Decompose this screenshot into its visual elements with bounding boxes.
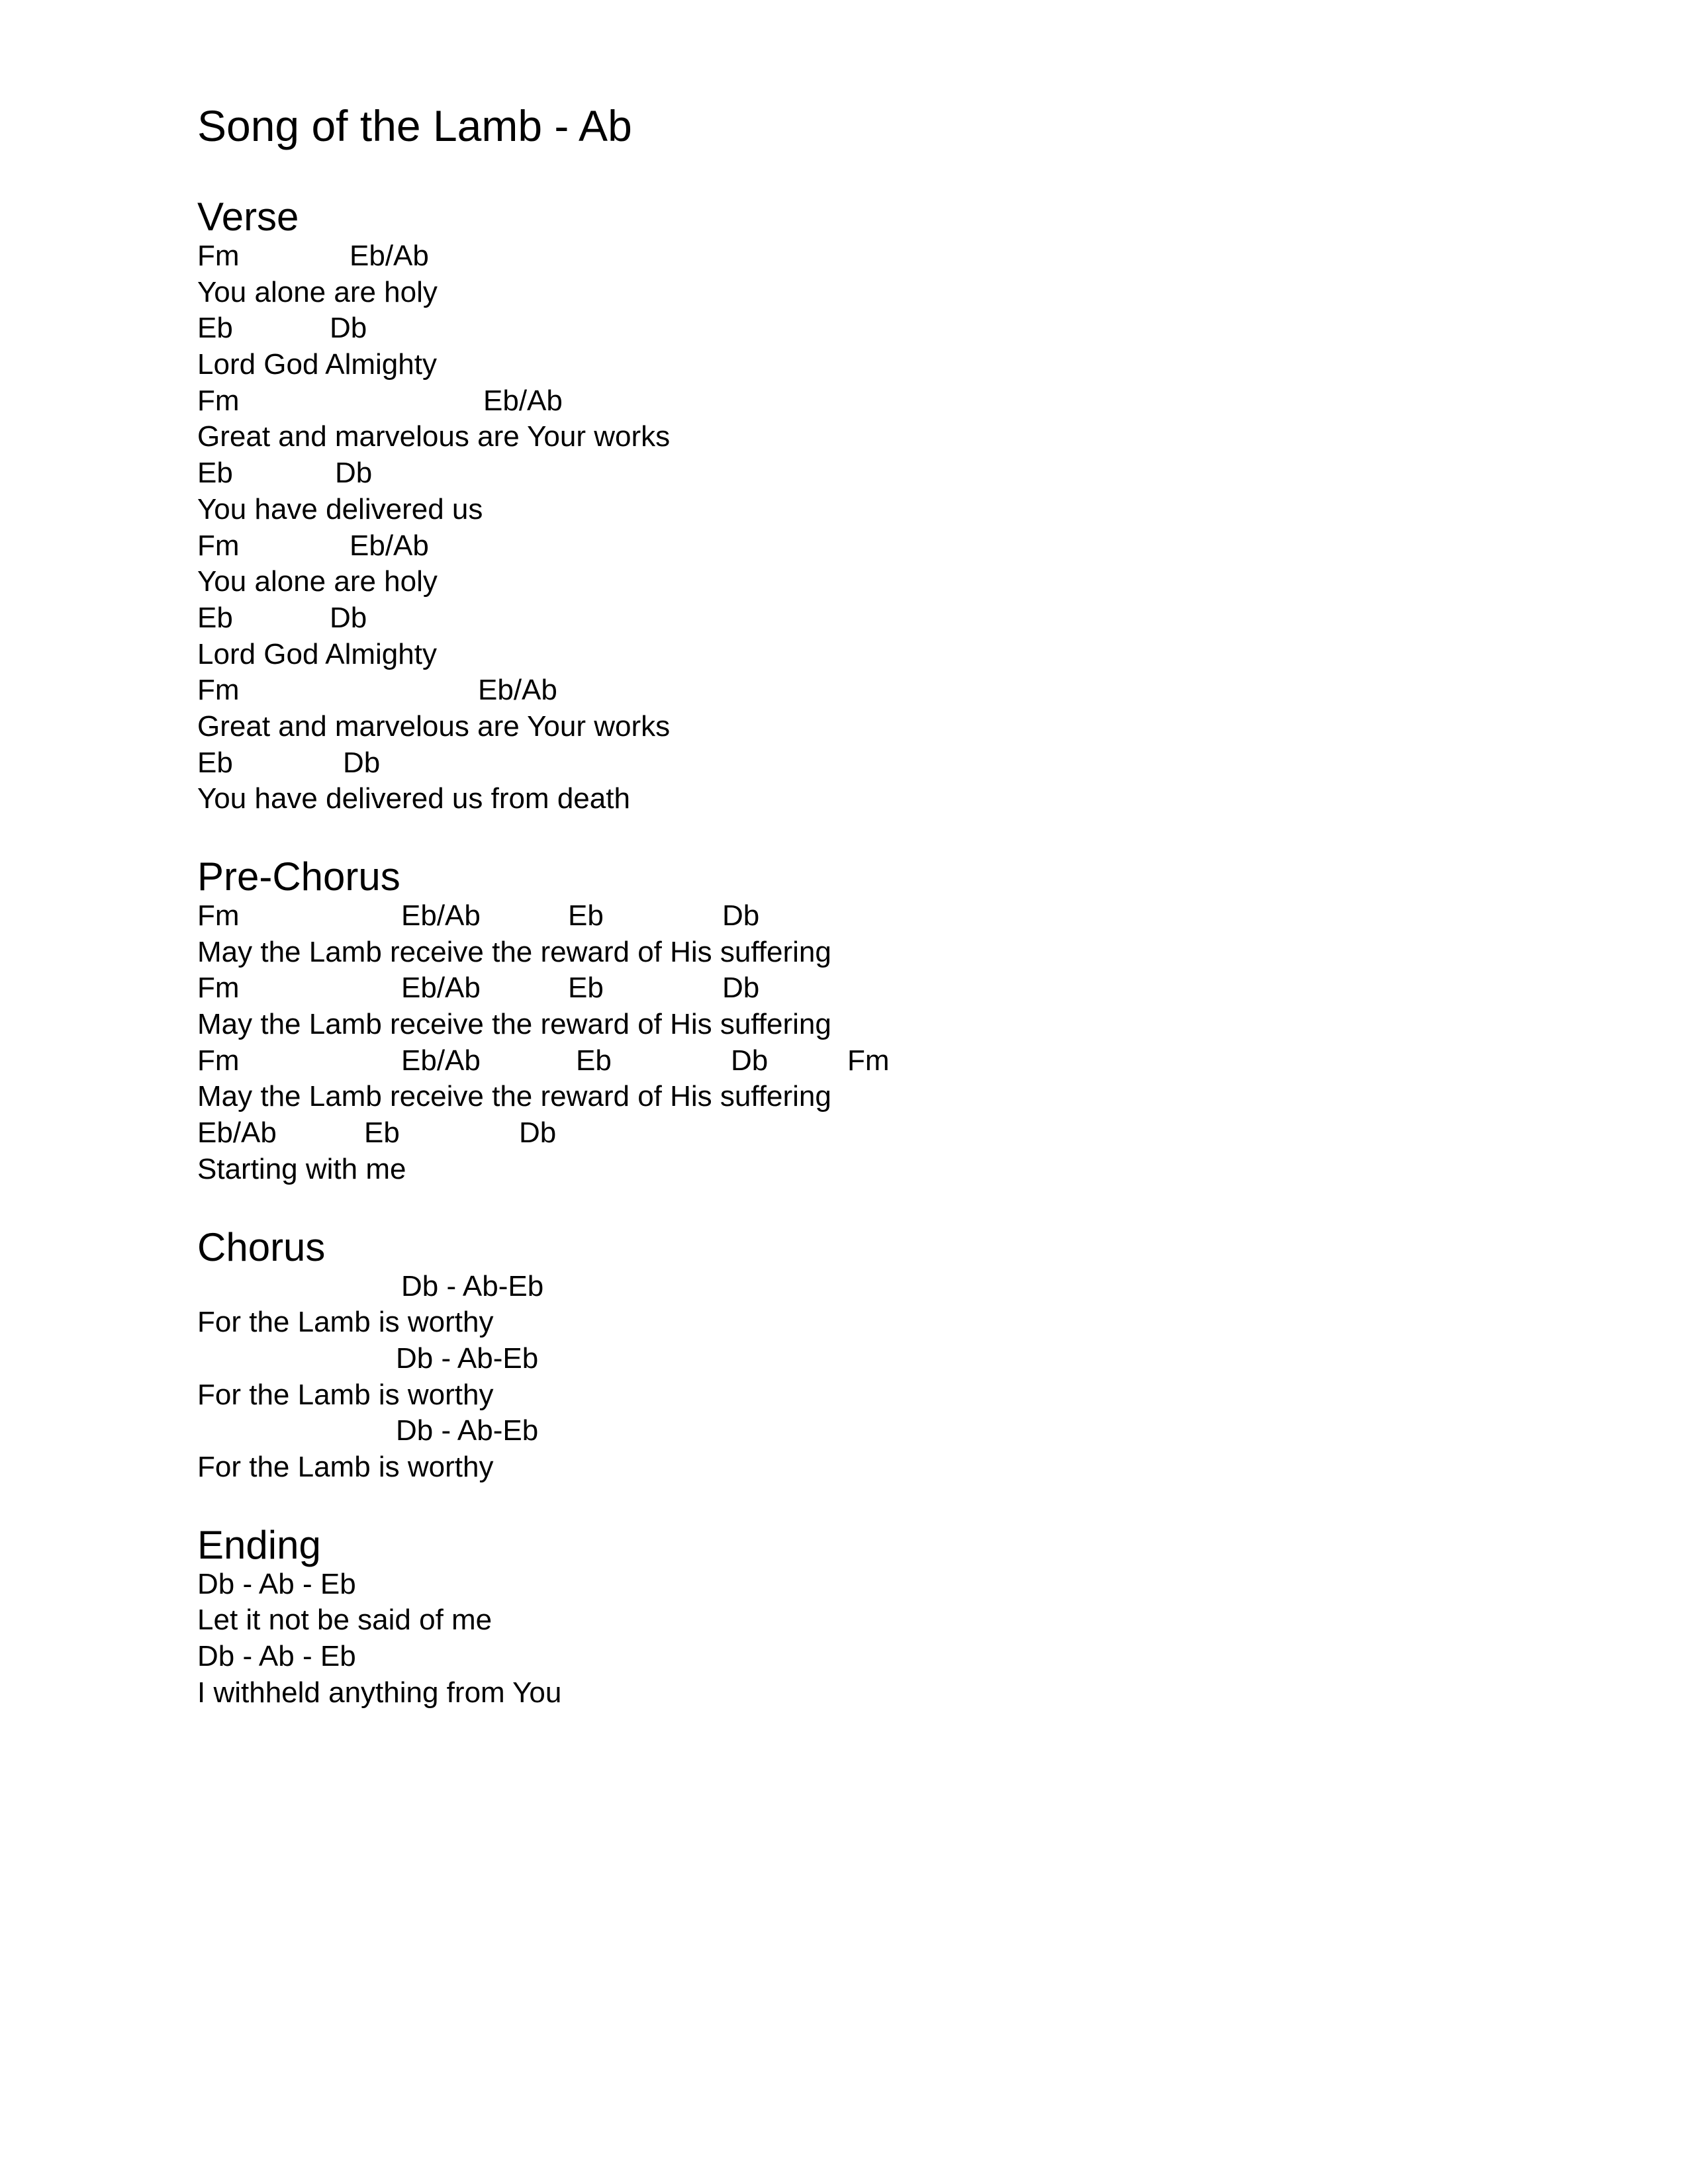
song-sections: [197, 193, 1587, 1711]
chord: Eb: [364, 1116, 400, 1150]
chord-line: [197, 455, 1587, 492]
section-heading: Chorus: [197, 1224, 326, 1269]
chord: Eb/Ab: [401, 1044, 481, 1077]
chord-line: [197, 383, 1587, 420]
chord: Eb/Ab: [483, 384, 563, 417]
chord: Eb: [576, 1044, 612, 1077]
lyric-line: You have delivered us: [197, 492, 483, 525]
section-ending: [197, 1522, 1587, 1711]
chord-line: [197, 1639, 1587, 1675]
lyric-line: You alone are holy: [197, 565, 438, 598]
chord: Eb: [568, 899, 604, 932]
chord: Eb/Ab: [350, 529, 429, 562]
chord: Db: [330, 601, 367, 634]
lyric-line: May the Lamb receive the reward of His suffering: [197, 1080, 831, 1113]
lyric-line: Lord God Almighty: [197, 348, 437, 381]
section-heading: Verse: [197, 195, 299, 239]
chord: Eb/Ab: [197, 1116, 277, 1150]
section-verse: [197, 193, 1587, 817]
chord: Db - Ab-Eb: [396, 1342, 539, 1375]
lyric-line: Great and marvelous are Your works: [197, 709, 671, 743]
chord-line: [197, 970, 1587, 1007]
chord: Db: [519, 1116, 557, 1150]
song-sheet: [197, 99, 1587, 1711]
chord: Eb: [568, 972, 604, 1005]
chord: Eb/Ab: [401, 972, 481, 1005]
chord: Db - Ab - Eb: [197, 1640, 356, 1672]
chord: Fm: [197, 899, 240, 932]
lyric-line: You have delivered us from death: [197, 782, 630, 815]
chord-line: [197, 310, 1587, 347]
page-title: Song of the Lamb - Ab: [197, 101, 632, 150]
lyric-line: For the Lamb is worthy: [197, 1306, 494, 1339]
chord-line: [197, 1567, 1587, 1603]
chord: Db - Ab - Eb: [197, 1567, 356, 1600]
chord-line: [197, 1413, 1587, 1449]
lyric-line: You alone are holy: [197, 275, 438, 308]
chord-line: [197, 1269, 1587, 1305]
lyric-line: Great and marvelous are Your works: [197, 420, 671, 453]
chord-line: [197, 672, 1587, 709]
chord: Fm: [847, 1044, 890, 1077]
chord: Fm: [197, 1044, 240, 1077]
chord-line: [197, 600, 1587, 637]
chord: Fm: [197, 384, 240, 417]
section-chorus: [197, 1224, 1587, 1486]
chord-line: [197, 898, 1587, 934]
chord: Fm: [197, 529, 240, 562]
section-heading: Ending: [197, 1522, 321, 1567]
section-heading: Pre-Chorus: [197, 854, 400, 899]
chord-line: [197, 1341, 1587, 1377]
lyric-line: For the Lamb is worthy: [197, 1450, 494, 1483]
chord: Fm: [197, 972, 240, 1005]
chord: Eb/Ab: [401, 899, 481, 932]
lyric-line: May the Lamb receive the reward of His suffering: [197, 1008, 831, 1041]
lyric-line: May the Lamb receive the reward of His suffering: [197, 935, 831, 968]
chord: Fm: [197, 674, 240, 707]
section-pre-chorus: [197, 853, 1587, 1188]
chord: Db - Ab-Eb: [401, 1269, 544, 1302]
chord-line: [197, 745, 1587, 782]
chord-line: [197, 1043, 1587, 1079]
chord: Db: [330, 312, 367, 345]
chord: Db - Ab-Eb: [396, 1414, 539, 1447]
lyric-line: Starting with me: [197, 1152, 406, 1185]
lyric-line: Lord God Almighty: [197, 637, 437, 670]
chord: Db: [731, 1044, 769, 1077]
chord: Eb: [197, 601, 233, 634]
chord: Eb: [197, 457, 233, 490]
chord: Db: [722, 899, 760, 932]
chord: Fm: [197, 240, 240, 272]
chord: Eb/Ab: [350, 240, 429, 272]
chord: Eb: [197, 312, 233, 345]
chord-line: [197, 528, 1587, 565]
chord: Db: [335, 457, 373, 490]
lyric-line: Let it not be said of me: [197, 1604, 492, 1637]
chord: Eb: [197, 746, 233, 779]
lyric-line: For the Lamb is worthy: [197, 1378, 494, 1411]
lyric-line: I withheld anything from You: [197, 1676, 562, 1709]
chord: Db: [722, 972, 760, 1005]
chord: Eb/Ab: [478, 674, 557, 707]
chord: Db: [343, 746, 381, 779]
chord-line: [197, 238, 1587, 275]
chord-line: [197, 1115, 1587, 1152]
